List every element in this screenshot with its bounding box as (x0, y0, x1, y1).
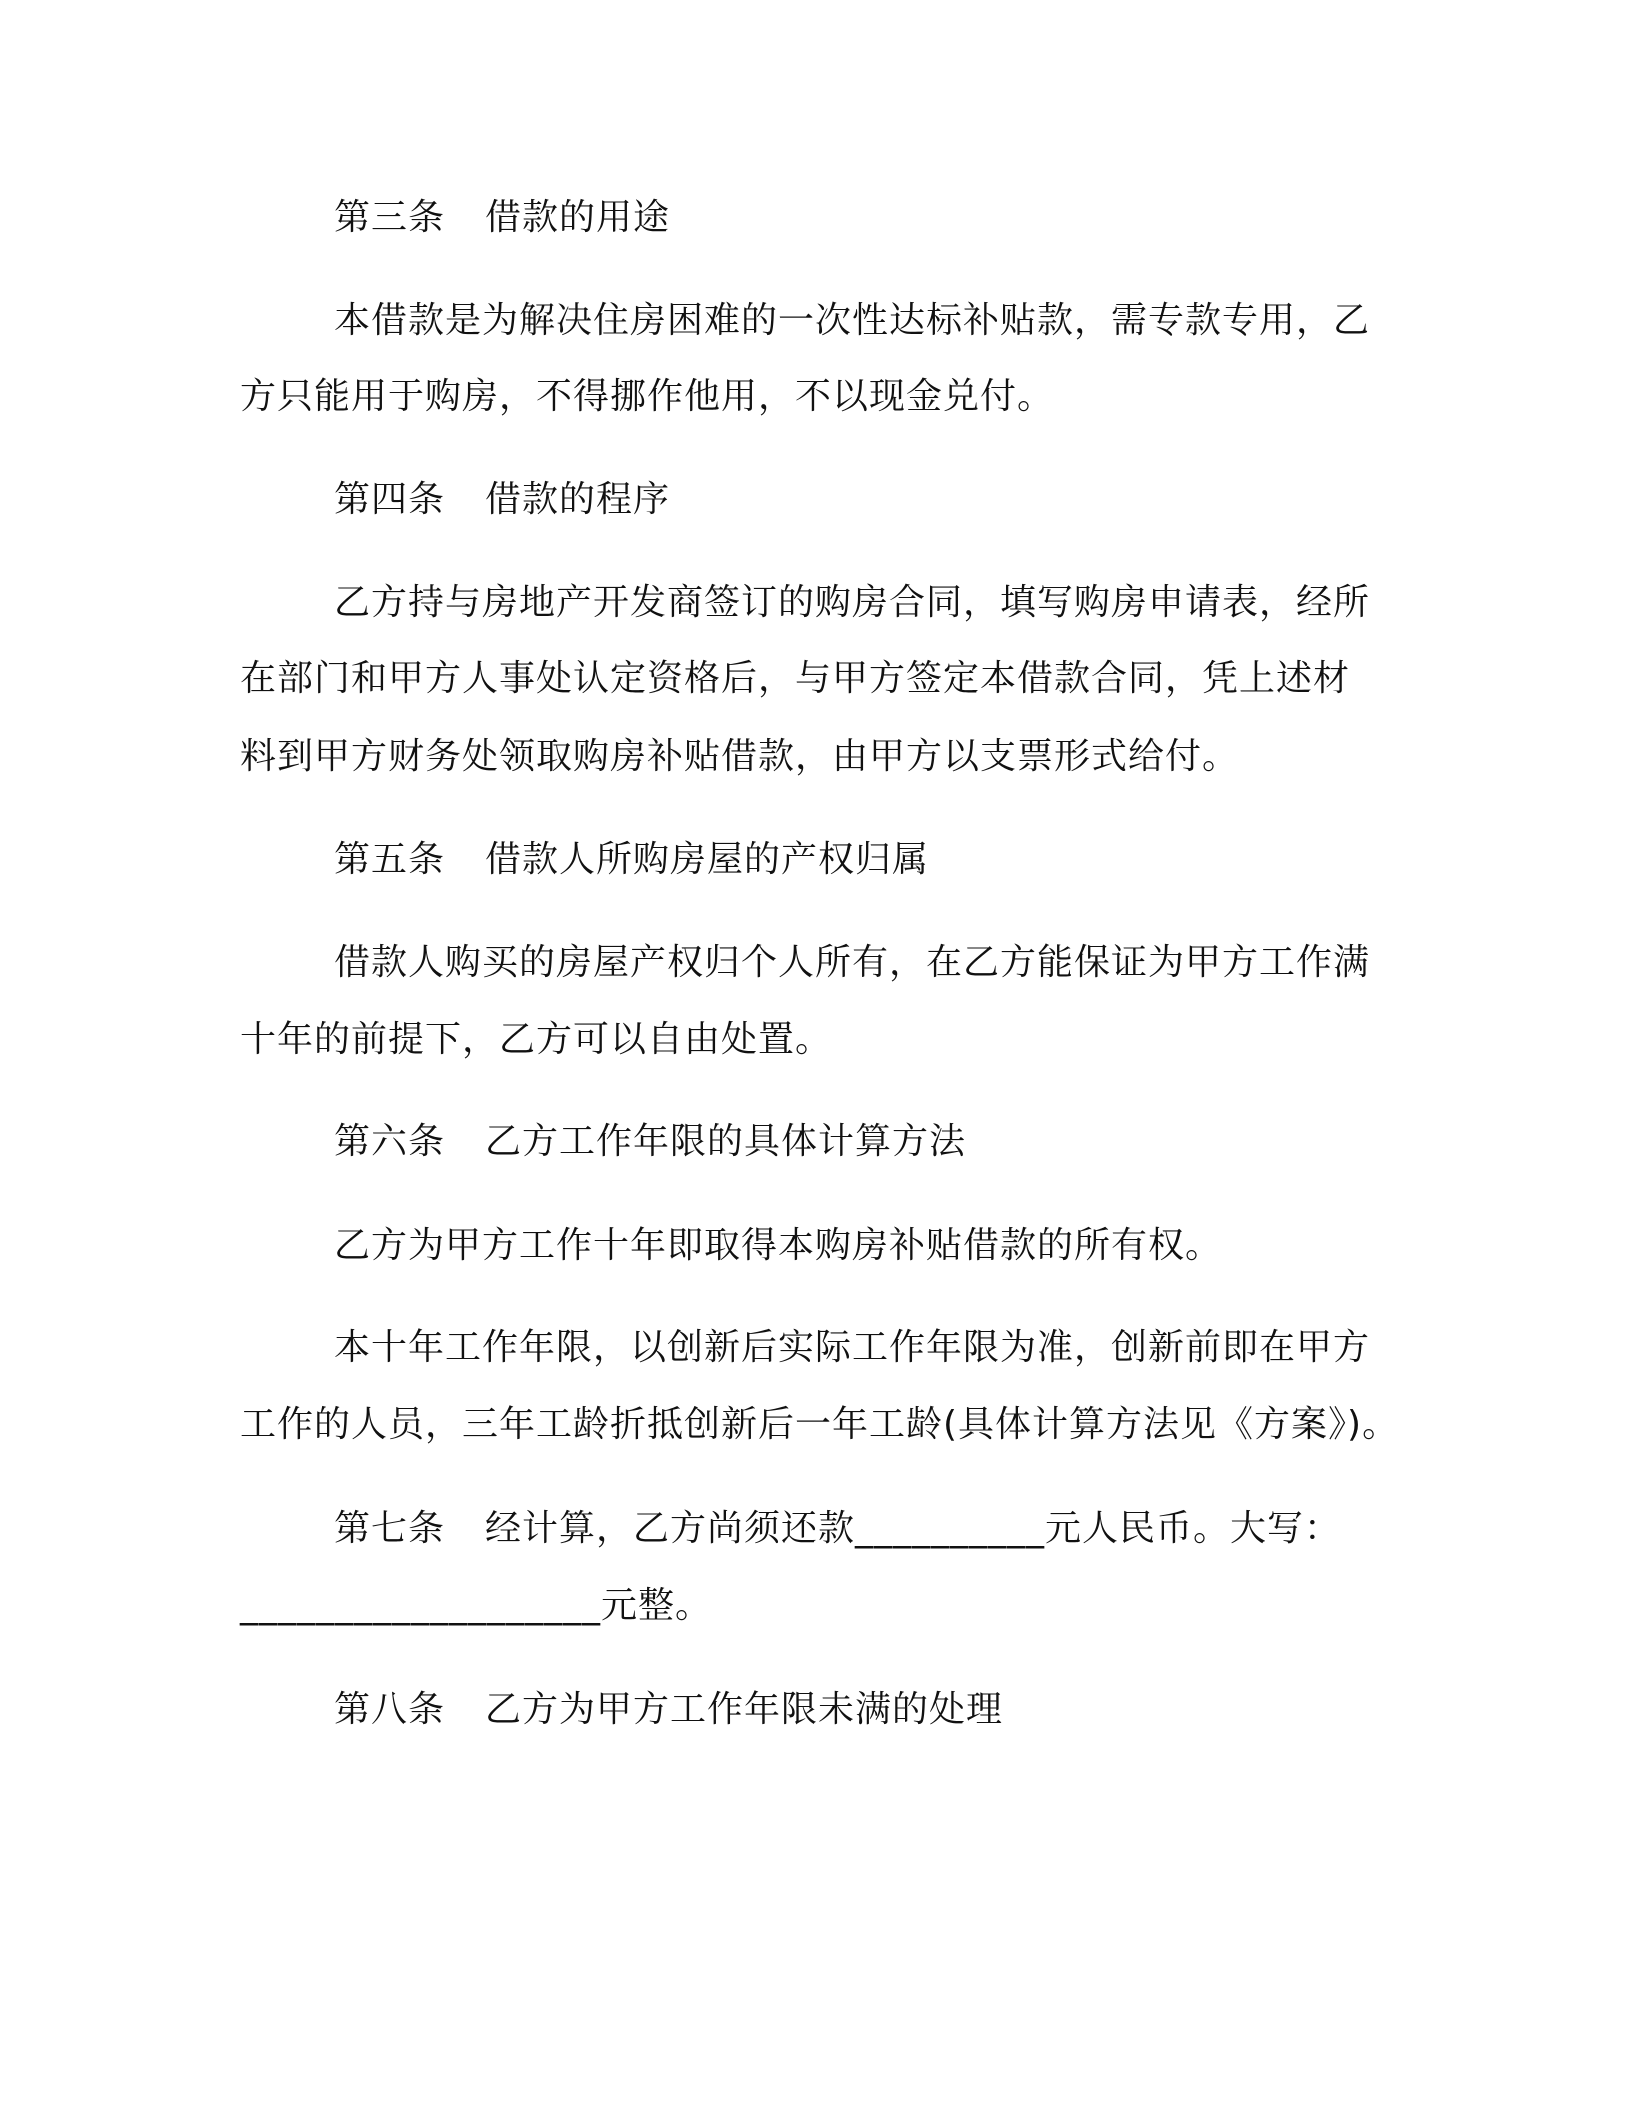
article-6-heading (334, 1120, 966, 1164)
paragraph-line: ___________________元整。 (240, 1585, 713, 1626)
paragraph-line: 乙方为甲方工作十年即取得本购房补贴借款的所有权。 (334, 1225, 1223, 1266)
article-number: 第七条 (334, 1508, 446, 1549)
article-title: 借款的程序 (485, 479, 671, 520)
article-number: 第五条 (334, 839, 446, 880)
article-number: 第八条 (334, 1689, 446, 1730)
article-4-heading (334, 478, 670, 522)
paragraph-line: 本十年工作年限，以创新后实际工作年限为准，创新前即在甲方 (334, 1327, 1371, 1368)
article-8-heading (334, 1688, 1003, 1732)
article-title: 乙方为甲方工作年限未满的处理 (485, 1689, 1004, 1730)
article-number: 第六条 (334, 1121, 446, 1162)
article-3-heading (334, 196, 670, 240)
paragraph-line: 工作的人员，三年工龄折抵创新后一年工龄(具体计算方法见《方案》)。 (240, 1404, 1400, 1445)
article-7-heading (334, 1507, 1341, 1551)
paragraph-line: 在部门和甲方人事处认定资格后，与甲方签定本借款合同，凭上述材 (240, 658, 1351, 699)
article-number: 第三条 (334, 197, 446, 238)
article-title: 借款的用途 (485, 197, 671, 238)
article-title: 乙方工作年限的具体计算方法 (485, 1121, 967, 1162)
paragraph-line: 借款人购买的房屋产权归个人所有，在乙方能保证为甲方工作满 (334, 942, 1371, 983)
article-title: 经计算，乙方尚须还款__________元人民币。大写： (485, 1508, 1342, 1549)
paragraph-line: 十年的前提下，乙方可以自由处置。 (240, 1019, 833, 1060)
article-number: 第四条 (334, 479, 446, 520)
paragraph-line: 乙方持与房地产开发商签订的购房合同，填写购房申请表，经所 (334, 582, 1371, 623)
paragraph-line: 方只能用于购房，不得挪作他用，不以现金兑付。 (240, 376, 1055, 417)
article-title: 借款人所购房屋的产权归属 (485, 839, 930, 880)
article-5-heading (334, 838, 929, 882)
paragraph-line: 料到甲方财务处领取购房补贴借款，由甲方以支票形式给付。 (240, 736, 1240, 777)
paragraph-line: 本借款是为解决住房困难的一次性达标补贴款，需专款专用，乙 (334, 300, 1371, 341)
